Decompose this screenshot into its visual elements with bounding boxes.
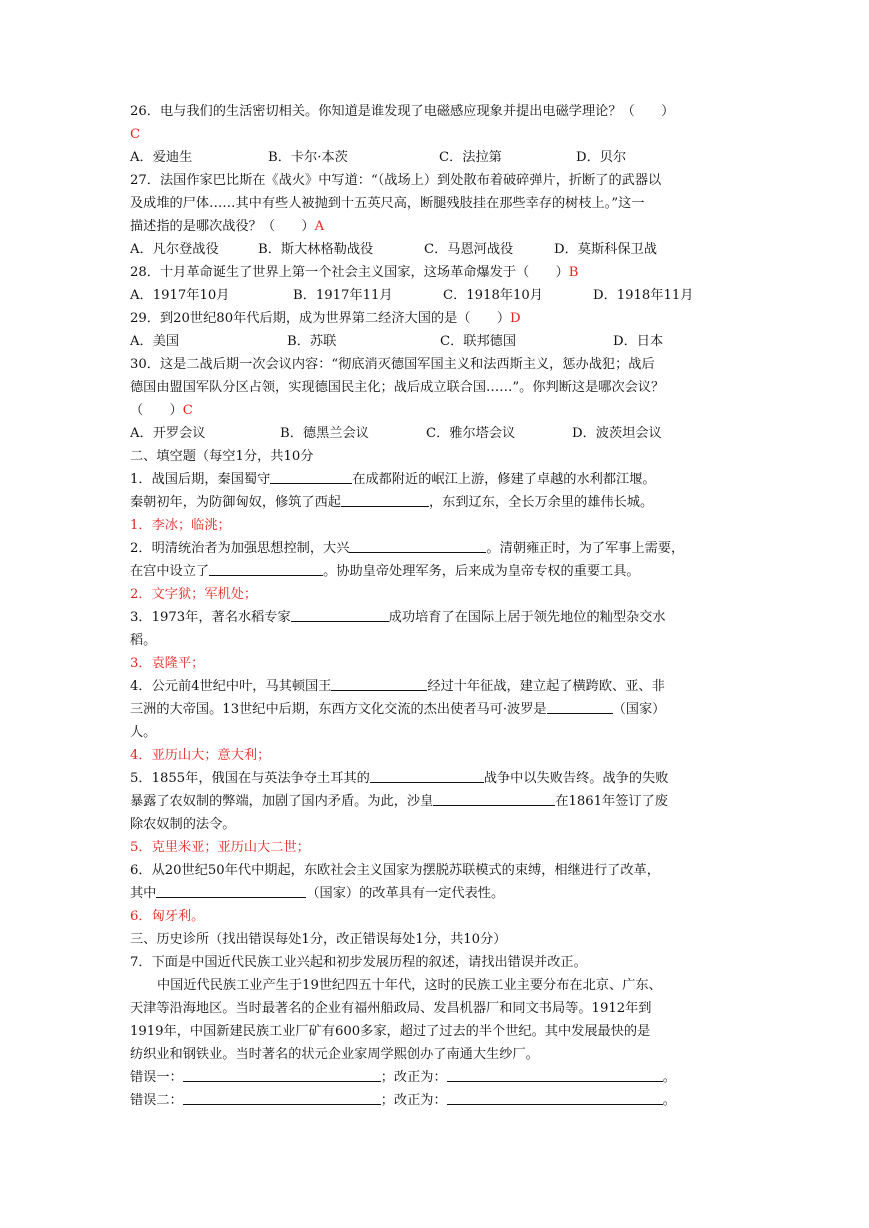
fill1-text-b: 在成都附近的岷江上游，修建了卓越的水利都江堰。 (352, 472, 656, 487)
passage-line2: 天津等沿海地区。当时最著名的企业有福州船政局、发昌机器厂和同文书局等。1912年到 (130, 1001, 652, 1016)
fill3-text-b: 成功培育了在国际上居于领先地位的籼型杂交水 (388, 610, 666, 625)
fill4-text-b: 经过十年征战，建立起了横跨欧、亚、非 (427, 679, 665, 694)
fix1-blank[interactable] (447, 1067, 663, 1082)
error2-label: 错误二： (130, 1093, 183, 1108)
q28-option-a: A．1917年10月 (130, 288, 230, 303)
fill5-answer: 5．克里米亚；亚历山大二世； (130, 840, 310, 855)
fill3-line1 (130, 606, 740, 629)
fill1-line2 (130, 491, 740, 514)
q30-stem-line3 (130, 399, 740, 422)
section2-title: 二、填空题（每空1分，共10分 (130, 449, 314, 464)
fill4-line1 (130, 675, 740, 698)
passage-line1: 中国近代民族工业产生于19世纪四五十年代，这时的民族工业主要分布在北京、广东、 (157, 978, 662, 993)
error1-blank[interactable] (183, 1067, 381, 1082)
q29-stem: 29．到20世纪80年代后期，成为世界第二经济大国的是（ ） (130, 311, 511, 326)
fill1-blank-2[interactable] (341, 492, 429, 507)
q27-option-c: C．马恩河战役 (424, 242, 514, 257)
q29-option-d: D．日本 (613, 334, 664, 349)
fill6-text-b: 其中 (130, 886, 157, 901)
fill4-line3: 人。 (130, 725, 157, 740)
fill5-line3: 除农奴制的法令。 (130, 817, 236, 832)
q27-stem-line1: 27．法国作家巴比斯在《战火》中写道：“（战场上）到处散布着破碎弹片，折断了的武器以 (130, 173, 662, 188)
fill2-text-d: 。协助皇帝处理军务，后来成为皇帝专权的重要工具。 (323, 564, 640, 579)
q30-stem-line2: 德国由盟国军队分区占领，实现德国民主化；战后成立联合国……”。你判断这是哪次会议？ (130, 380, 665, 395)
fill5-blank-1[interactable] (370, 768, 484, 783)
q29-answer: D (510, 311, 521, 326)
fill6-line2 (130, 882, 740, 905)
passage-line3: 1919年，中国新建民族工业厂矿有600多家，超过了过去的半个世纪。其中发展最快的是 (130, 1024, 651, 1039)
fill6-text-c: （国家）的改革具有一定代表性。 (306, 886, 505, 901)
q26-option-b: B．卡尔·本茨 (268, 150, 348, 165)
fill5-text-d: 在1861年签订了废 (555, 794, 668, 809)
fill2-answer: 2．文字狱；军机处； (130, 587, 258, 602)
passage-line4: 纺织业和钢铁业。当时著名的状元企业家周学熙创办了南通大生纱厂。 (130, 1047, 539, 1062)
q27-option-d: D．莫斯科保卫战 (554, 242, 657, 257)
error2-blank[interactable] (183, 1090, 381, 1105)
error1-row (130, 1066, 740, 1089)
fill3-text-a: 3．1973年，著名水稻专家 (130, 610, 291, 625)
q26-option-c: C．法拉第 (439, 150, 502, 165)
q28-option-d: D．1918年11月 (593, 288, 694, 303)
q27-stem-line2: 及成堆的尸体……其中有些人被抛到十五英尺高，断腿残肢挂在那些幸存的树枝上。”这一 (130, 196, 645, 211)
q7-stem: 7．下面是中国近代民族工业兴起和初步发展历程的叙述，请找出错误并改正。 (130, 955, 587, 970)
fill2-blank-1[interactable] (349, 538, 486, 553)
q29-option-a: A．美国 (130, 334, 180, 349)
fill4-text-c: 三洲的大帝国。13世纪中后期，东西方文化交流的杰出使者马可·波罗是 (130, 702, 547, 717)
fill5-line2 (130, 790, 740, 813)
q30-stem-text: （ ） (130, 403, 183, 418)
q29-option-b: B．苏联 (287, 334, 337, 349)
q29-stem-line (130, 307, 740, 330)
fill1-text-a: 1．战国后期，秦国蜀守 (130, 472, 271, 487)
q28-stem: 28．十月革命诞生了世界上第一个社会主义国家，这场革命爆发于（ ） (130, 265, 569, 280)
fill3-line2: 稻。 (130, 633, 157, 648)
fill4-text-a: 4．公元前4世纪中叶，马其顿国王 (130, 679, 332, 694)
error1-label: 错误一： (130, 1070, 183, 1085)
fix2-blank[interactable] (447, 1090, 663, 1105)
q28-option-b: B．1917年11月 (293, 288, 393, 303)
fill6-line1: 6．从20世纪50年代中期起，东欧社会主义国家为摆脱苏联模式的束缚，相继进行了改革， (130, 863, 660, 878)
q26-answer: C (130, 127, 141, 142)
fill4-blank-1[interactable] (331, 676, 427, 691)
fill5-text-b: 战争中以失败告终。战争的失败 (483, 771, 669, 786)
fill2-line1 (130, 537, 740, 560)
q26-option-d: D．贝尔 (576, 150, 627, 165)
q26-options (130, 146, 740, 169)
fill5-line1 (130, 767, 740, 790)
fill4-blank-2[interactable] (547, 699, 613, 714)
q27-option-a: A．凡尔登战役 (130, 242, 219, 257)
fill6-answer: 6．匈牙利。 (130, 909, 205, 924)
fill4-line2 (130, 698, 740, 721)
fill2-blank-2[interactable] (209, 561, 323, 576)
q26-stem: 26．电与我们的生活密切相关。你知道是谁发现了电磁感应现象并提出电磁学理论？（ ） (130, 104, 675, 119)
q30-option-b: B．德黑兰会议 (280, 426, 369, 441)
q28-options (130, 284, 740, 307)
q28-stem-line (130, 261, 740, 284)
fill6-blank-1[interactable] (156, 883, 306, 898)
fix2-label: ；改正为： (380, 1093, 447, 1108)
error1-end: 。 (662, 1070, 676, 1085)
fill3-answer: 3．袁隆平； (130, 656, 205, 671)
q27-answer: A (314, 219, 325, 234)
error2-row (130, 1089, 740, 1112)
fill1-answer: 1．李冰；临洮； (130, 518, 231, 533)
fill2-text-b: 。清朝雍正时，为了军事上需要， (486, 541, 685, 556)
q27-stem-text: 描述指的是哪次战役？（ ） (130, 219, 315, 234)
fill3-blank-1[interactable] (291, 607, 389, 622)
fix1-label: ；改正为： (380, 1070, 447, 1085)
q27-options (130, 238, 740, 261)
fill4-text-d: （国家） (612, 702, 666, 717)
q30-options (130, 422, 740, 445)
q29-option-c: C．联邦德国 (440, 334, 517, 349)
fill5-text-a: 5．1855年，俄国在与英法争夺土耳其的 (130, 771, 370, 786)
section3-title: 三、历史诊所（找出错误每处1分，改正错误每处1分，共10分） (130, 932, 507, 947)
q29-options (130, 330, 740, 353)
fill1-line1 (130, 468, 740, 491)
q28-option-c: C．1918年10月 (443, 288, 543, 303)
error2-end: 。 (662, 1093, 676, 1108)
q30-answer: C (182, 403, 193, 418)
exam-page (130, 100, 740, 1112)
q30-option-d: D．波茨坦会议 (572, 426, 662, 441)
fill2-text-c: 在宫中设立了 (130, 564, 210, 579)
fill1-text-c: 秦朝初年，为防御匈奴，修筑了西起 (130, 495, 341, 510)
q27-option-b: B．斯大林格勒战役 (258, 242, 374, 257)
fill1-text-d: ，东到辽东，全长万余里的雄伟长城。 (429, 495, 654, 510)
q27-stem-line3 (130, 215, 740, 238)
fill2-line2 (130, 560, 740, 583)
q30-option-a: A．开罗会议 (130, 426, 206, 441)
q30-option-c: C．雅尔塔会议 (426, 426, 516, 441)
q26-option-a: A．爱迪生 (130, 150, 193, 165)
q30-stem-line1: 30．这是二战后期一次会议内容：“彻底消灭德国军国主义和法西斯主义，惩办战犯；战后 (130, 357, 655, 372)
fill1-blank-1[interactable] (270, 469, 352, 484)
q28-answer: B (568, 265, 579, 280)
fill5-text-c: 暴露了农奴制的弊端，加剧了国内矛盾。为此，沙皇 (130, 794, 434, 809)
fill5-blank-2[interactable] (433, 791, 555, 806)
fill4-answer: 4．亚历山大；意大利； (130, 748, 271, 763)
fill2-text-a: 2．明清统治者为加强思想控制，大兴 (130, 541, 350, 556)
